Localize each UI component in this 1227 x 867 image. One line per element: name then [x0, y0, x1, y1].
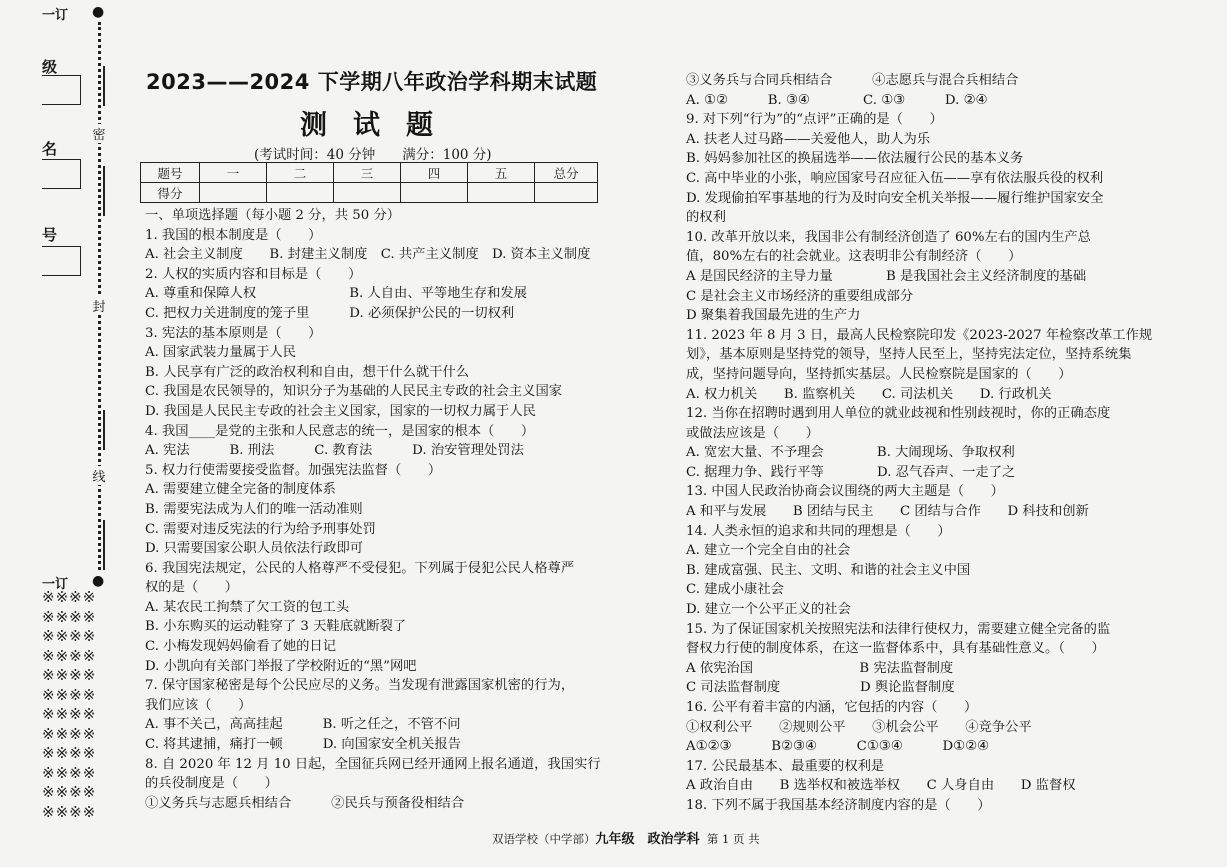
question-line: 5. 权力行使需要接受监督。加强宪法监督（ ）	[145, 462, 442, 478]
page-title: 2023——2024 下学期八年政治学科期末试题	[146, 70, 598, 94]
question-line: 督权力行使的制度体系，在这一监督体系中，具有基础性意义。（ ）	[686, 641, 1105, 657]
question-line: 9. 对下列“行为”的“点评”正确的是（ ）	[686, 112, 943, 128]
score-row-label: 得分	[141, 183, 200, 203]
question-line: 13. 中国人民政治协商会议围绕的两大主题是（ ）	[686, 484, 1004, 500]
question-line: ③义务兵与合同兵相结合 ④志愿兵与混合兵相结合	[686, 73, 1019, 88]
question-line: A①②③ B②③④ C①③④ D①②④	[686, 739, 989, 755]
question-line: 15. 为了保证国家机关按照宪法和法律行使权力，需要建立健全完备的监	[686, 621, 1111, 637]
question-line: C. 高中毕业的小张，响应国家号召应征入伍——享有依法服兵役的权利	[686, 170, 1104, 186]
footer-school: 双语学校（中学部）	[492, 832, 596, 846]
question-line: A 是国民经济的主导力量 B 是我国社会主义经济制度的基础	[686, 268, 1087, 284]
number-field[interactable]	[42, 246, 81, 276]
question-line: 12. 当你在招聘时遇到用人单位的就业歧视和性别歧视时，你的正确态度	[686, 406, 1111, 422]
question-line: A. 国家武装力量属于人民	[145, 345, 297, 361]
question-line: A 和平与发展 B 团结与民主 C 团结与合作 D 科技和创新	[686, 504, 1089, 520]
page-subtitle: 测试题	[300, 110, 459, 141]
question-line: A. 宽宏大量、不予理会 B. 大闹现场、争取权利	[686, 445, 1015, 461]
question-line: A. 权力机关 B. 监察机关 C. 司法机关 D. 行政机关	[686, 386, 1052, 402]
question-line: B. 小东购买的运动鞋穿了 3 天鞋底就断裂了	[145, 619, 407, 635]
question-line: A 政治自由 B 选举权和被选举权 C 人身自由 D 监督权	[686, 778, 1076, 794]
left-column	[145, 206, 601, 813]
question-line: 3. 宪法的基本原则是（ ）	[145, 325, 322, 341]
score-header-cell: 一	[200, 163, 267, 183]
question-line: 16. 公平有着丰富的内涵，它包括的内容（ ）	[686, 700, 978, 715]
footer-grade-subject: 九年级 政治学科	[595, 832, 700, 847]
class-label: 级	[42, 58, 58, 76]
question-line: 的兵役制度是（ ）	[145, 776, 278, 792]
question-line: 权的是（ ）	[145, 580, 239, 596]
question-line: 7. 保守国家秘密是每个公民应尽的义务。当发现有泄露国家机密的行为，	[145, 678, 575, 694]
question-line: C. 将其逮捕，痛打一顿 D. 向国家安全机关报告	[145, 737, 462, 753]
score-header-cell: 总分	[535, 163, 598, 183]
question-line: A. 尊重和保障人权 B. 人自由、平等地生存和发展	[145, 286, 527, 302]
bottom-binding-mark: 一订	[42, 577, 69, 592]
score-cell[interactable]	[535, 183, 598, 203]
question-line: 18. 下列不属于我国基本经济制度内容的是（ ）	[686, 797, 991, 813]
question-line: D. 只需要国家公职人员依法行政即可	[145, 541, 364, 557]
seal-char-feng: 封	[92, 296, 106, 315]
question-line: A. 事不关己，高高挂起 B. 听之任之，不管不问	[145, 717, 461, 733]
score-cell[interactable]	[334, 183, 401, 203]
question-line: B. 人民享有广泛的政治权利和自由，想干什么就干什么	[145, 364, 470, 380]
bottom-dot-marker: ●	[92, 573, 105, 589]
seal-char-mi: 密	[92, 124, 106, 143]
score-cell[interactable]	[468, 183, 535, 203]
exam-info: (考试时间：40 分钟 满分：100 分)	[254, 147, 492, 163]
score-header-cell: 三	[334, 163, 401, 183]
question-line: 4. 我国____是党的主张和人民意志的统一，是国家的根本（ ）	[145, 423, 535, 439]
footer-page: 第 1 页 共	[706, 832, 760, 846]
question-line: C. 建成小康社会	[686, 582, 784, 598]
question-line: ①权利公平 ②规则公平 ③机会公平 ④竞争公平	[686, 719, 1032, 735]
question-line: 11. 2023 年 8 月 3 日，最高人民检察院印发《2023-2027 年检察改革工作规	[686, 327, 1153, 343]
question-line: C. 我国是农民领导的，知识分子为基础的人民民主专政的社会主义国家	[145, 384, 563, 400]
score-table	[140, 162, 598, 203]
question-line: A. 某农民工拘禁了欠工资的包工头	[145, 599, 350, 615]
right-column	[686, 71, 1152, 816]
question-line: 成，坚持问题导向，坚持抓实基层。人民检察院是国家的（ ）	[686, 366, 1072, 382]
binding-bar	[103, 410, 105, 450]
score-cell[interactable]	[267, 183, 334, 203]
question-line: C. 需要对违反宪法的行为给予刑事处罚	[145, 521, 376, 537]
question-line: 2. 人权的实质内容和目标是（ ）	[145, 266, 362, 282]
question-line: ①义务兵与志愿兵相结合 ②民兵与预备役相结合	[145, 795, 465, 811]
question-line: C. 小梅发现妈妈偷看了她的日记	[145, 639, 337, 655]
question-line: A. 扶老人过马路——关爱他人，助人为乐	[686, 131, 931, 147]
binding-bar	[103, 166, 105, 216]
score-header-row	[141, 163, 598, 183]
score-cell[interactable]	[401, 183, 468, 203]
question-line: A. 宪法 B. 刑法 C. 教育法 D. 治安管理处罚法	[145, 443, 524, 459]
number-label: 号	[42, 226, 58, 244]
question-line: 或做法应该是（ ）	[686, 425, 819, 441]
question-line: 8. 自 2020 年 12 月 10 日起，全国征兵网已经开通网上报名通道，我国实行	[145, 756, 601, 772]
name-field[interactable]	[42, 159, 81, 189]
question-line: D. 建立一个公平正义的社会	[686, 602, 851, 618]
question-line: C. 把权力关进制度的笼子里 D. 必须保护公民的一切权利	[145, 305, 515, 321]
question-line: B. 需要宪法成为人们的唯一活动准则	[145, 501, 363, 517]
question-line: D. 小凯向有关部门举报了学校附近的“黑”网吧	[145, 658, 417, 674]
top-binding-mark: 一订	[42, 8, 69, 23]
question-line: D. 我国是人民民主专政的社会主义国家，国家的一切权力属于人民	[145, 403, 536, 419]
binding-bar	[103, 66, 105, 106]
question-line: A. 建立一个完全自由的社会	[686, 543, 851, 559]
question-line: 值，80%左右的社会就业。这表明非公有制经济（ ）	[686, 249, 1022, 265]
question-line: 我们应该（ ）	[145, 697, 252, 713]
question-line: C 司法监督制度 D 舆论监督制度	[686, 680, 955, 696]
question-line: D. 发现偷拍军事基地的行为及时向安全机关举报——履行维护国家安全	[686, 190, 1104, 206]
question-line: 14. 人类永恒的追求和共同的理想是（ ）	[686, 523, 951, 539]
question-line: A. 需要建立健全完备的制度体系	[145, 482, 336, 498]
question-line: B. 妈妈参加社区的换届选举——依法履行公民的基本义务	[686, 151, 1024, 167]
score-header-cell: 题号	[141, 163, 200, 183]
binding-bar	[103, 520, 105, 570]
question-line: A. ①② B. ③④ C. ①③ D. ②④	[686, 92, 988, 108]
score-header-cell: 四	[401, 163, 468, 183]
question-line: D 聚集着我国最先进的生产力	[686, 308, 861, 324]
question-line: A 依宪治国 B 宪法监督制度	[686, 660, 954, 676]
page-footer	[492, 828, 760, 847]
top-dot-marker: ●	[92, 4, 105, 20]
question-line: 一、单项选择题（每小题 2 分，共 50 分）	[145, 208, 401, 223]
class-field[interactable]	[42, 75, 81, 105]
score-header-cell: 五	[468, 163, 535, 183]
x-pattern: ※※※※ ※※※※ ※※※※ ※※※※ ※※※※ ※※※※ ※※※※ ※※※※ ※※※※ ※※※※ ※※※※ ※※※※	[42, 588, 97, 821]
seal-char-xian: 线	[92, 466, 106, 485]
question-line: 10. 改革开放以来，我国非公有制经济创造了 60%左右的国内生产总	[686, 229, 1091, 245]
score-header-cell: 二	[267, 163, 334, 183]
question-line: 1. 我国的根本制度是（ ）	[145, 227, 322, 243]
question-line: C 是社会主义市场经济的重要组成部分	[686, 288, 914, 304]
question-line: 6. 我国宪法规定，公民的人格尊严不受侵犯。下列属于侵犯公民人格尊严	[145, 560, 575, 576]
question-line: 17. 公民最基本、最重要的权利是	[686, 758, 885, 774]
question-line: A. 社会主义制度 B. 封建主义制度 C. 共产主义制度 D. 资本主义制度	[145, 247, 591, 263]
question-line: C. 据理力争、践行平等 D. 忍气吞声、一走了之	[686, 464, 1016, 480]
score-row	[141, 183, 598, 203]
question-line: B. 建成富强、民主、文明、和谐的社会主义中国	[686, 562, 971, 578]
question-line: 划》，基本原则是坚持党的领导，坚持人民至上，坚持宪法定位，坚持系统集	[686, 347, 1132, 363]
score-cell[interactable]	[200, 183, 267, 203]
question-line: 的权利	[686, 210, 726, 226]
name-label: 名	[42, 140, 58, 158]
